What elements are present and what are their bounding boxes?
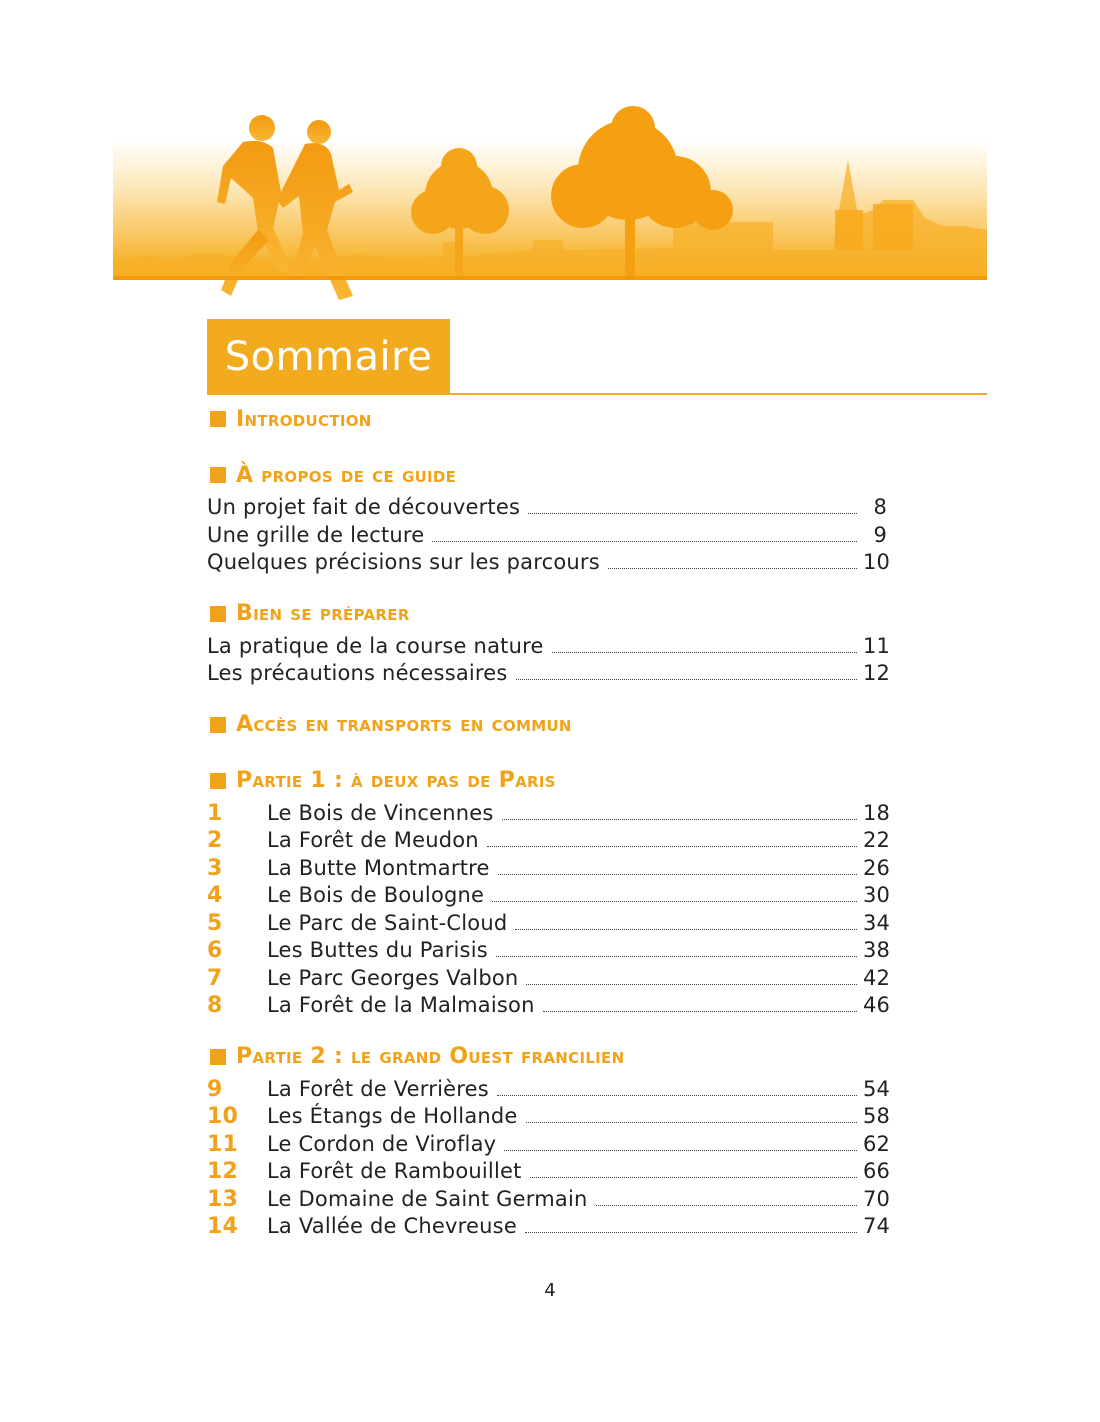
toc-entry[interactable] [207,1158,891,1186]
section-heading[interactable] [207,706,887,744]
section-spacer [207,688,887,706]
route-number: 14 [207,1214,239,1239]
route-number: 11 [207,1131,239,1157]
entry-title: La Forêt de Meudon [267,828,479,852]
route-number: 3 [207,855,223,881]
entry-title: La Butte Montmartre [267,855,490,880]
entry-page-number: 18 [863,800,891,825]
toc-entry[interactable] [207,1076,891,1104]
section-heading-text: Bien se préparer [236,601,410,626]
entry-title: Une grille de lecture [207,522,425,547]
toc-entry[interactable] [207,494,887,522]
header-banner-illustration [113,100,987,315]
entry-page-number: 66 [863,1159,891,1183]
toc-entry[interactable] [207,937,891,965]
toc-section [207,456,891,577]
route-number: 13 [207,1186,239,1212]
entry-title: Un projet fait de découvertes [207,495,521,519]
entry-page-number: 38 [863,938,891,962]
entry-title: La Forêt de Rambouillet [267,1159,522,1183]
route-number: 5 [207,910,223,936]
dot-leader [526,1104,857,1123]
dot-leader [526,966,857,985]
route-number: 9 [207,1076,223,1102]
section-heading[interactable] [207,1038,887,1076]
entry-title: Le Cordon de Viroflay [267,1131,497,1156]
dot-leader [552,634,857,653]
entry-title: La Forêt de Verrières [267,1076,489,1101]
section-spacer [207,438,887,456]
dot-leader [496,938,857,957]
entry-page-number: 8 [873,495,887,519]
toc-entry[interactable] [207,1213,891,1241]
route-number: 2 [207,828,223,853]
entry-page-number: 11 [863,633,891,658]
toc-entry[interactable] [207,882,891,910]
entry-title: La pratique de la course nature [207,633,544,658]
dot-leader [543,993,857,1012]
entry-title: Le Bois de Vincennes [267,800,494,825]
dot-leader [502,801,857,820]
toc-entry[interactable] [207,633,891,661]
dot-leader [528,495,857,514]
entry-page-number: 58 [863,1104,891,1128]
toc-section [207,400,887,438]
toc-entry[interactable] [207,855,891,883]
entry-title: Le Parc Georges Valbon [267,965,519,990]
title-underline [450,393,987,395]
dot-leader [530,1159,857,1178]
entry-page-number: 22 [863,828,891,852]
entry-title: Le Domaine de Saint Germain [267,1186,588,1211]
route-number: 8 [207,993,223,1018]
route-number: 10 [207,1104,239,1129]
toc-entry[interactable] [207,965,891,993]
dot-leader [525,1214,857,1233]
toc-entry[interactable] [207,522,887,550]
entry-page-number: 42 [863,965,891,990]
entry-page-number: 54 [863,1076,891,1101]
dot-leader [492,883,857,902]
dot-leader [596,1187,857,1206]
entry-page-number: 26 [863,855,891,880]
section-spacer [207,744,887,762]
entry-title: Les Buttes du Parisis [267,938,488,962]
dot-leader [498,856,857,875]
entry-page-number: 10 [863,550,891,574]
square-bullet-icon [210,1049,226,1065]
section-heading[interactable] [207,762,887,800]
entry-page-number: 12 [863,661,891,685]
dot-leader [487,828,857,847]
dot-leader [608,550,857,569]
toc-section [207,762,891,1020]
section-spacer [207,577,887,595]
section-spacer [207,1020,887,1038]
route-number: 1 [207,800,223,826]
toc-entry[interactable] [207,827,891,855]
dot-leader [515,911,857,930]
dot-leader [497,1077,857,1096]
square-bullet-icon [210,606,226,622]
square-bullet-icon [210,773,226,789]
toc-section [207,706,887,744]
toc-entry[interactable] [207,800,891,828]
entry-title: La Vallée de Chevreuse [267,1214,517,1238]
route-number: 6 [207,938,223,963]
section-heading-text: Partie 1 : à deux pas de Paris [236,768,556,793]
toc-section [207,1038,891,1241]
section-heading-text: Introduction [236,406,372,432]
section-heading-text: À propos de ce guide [236,462,457,488]
section-heading[interactable] [207,456,887,494]
section-heading-text: Accès en transports en commun [236,712,572,737]
entry-page-number: 74 [863,1214,891,1238]
entry-title: Le Parc de Saint-Cloud [267,910,508,935]
dot-leader [504,1132,857,1151]
entry-page-number: 46 [863,993,891,1017]
route-number: 4 [207,883,223,908]
section-heading[interactable] [207,400,887,438]
entry-page-number: 9 [873,522,887,547]
toc-entry[interactable] [207,1131,891,1159]
toc-entry[interactable] [207,1186,891,1214]
toc-entry[interactable] [207,1103,891,1131]
section-heading-text: Partie 2 : le grand Ouest francilien [236,1044,625,1069]
entry-page-number: 70 [863,1186,891,1211]
toc-entry[interactable] [207,910,891,938]
dot-leader [432,523,857,542]
square-bullet-icon [210,467,226,483]
entry-title: La Forêt de la Malmaison [267,993,535,1017]
entry-page-number: 30 [863,883,891,907]
toc-entry[interactable] [207,992,891,1020]
toc-entry[interactable] [207,660,891,688]
square-bullet-icon [210,717,226,733]
section-heading[interactable] [207,595,887,633]
entry-title: Les Étangs de Hollande [267,1104,518,1128]
entry-title: Le Bois de Boulogne [267,883,485,907]
route-number: 12 [207,1159,239,1184]
entry-title: Quelques précisions sur les parcours [207,550,600,574]
toc-entry[interactable] [207,549,891,577]
dot-leader [516,661,857,680]
route-number: 7 [207,965,223,991]
entry-page-number: 62 [863,1131,891,1156]
square-bullet-icon [210,411,226,427]
toc-section [207,595,891,688]
page-title: Sommaire [207,319,450,395]
table-of-contents [207,400,891,1241]
entry-page-number: 34 [863,910,891,935]
entry-title: Les précautions nécessaires [207,661,508,685]
page-number: 4 [544,1280,556,1301]
